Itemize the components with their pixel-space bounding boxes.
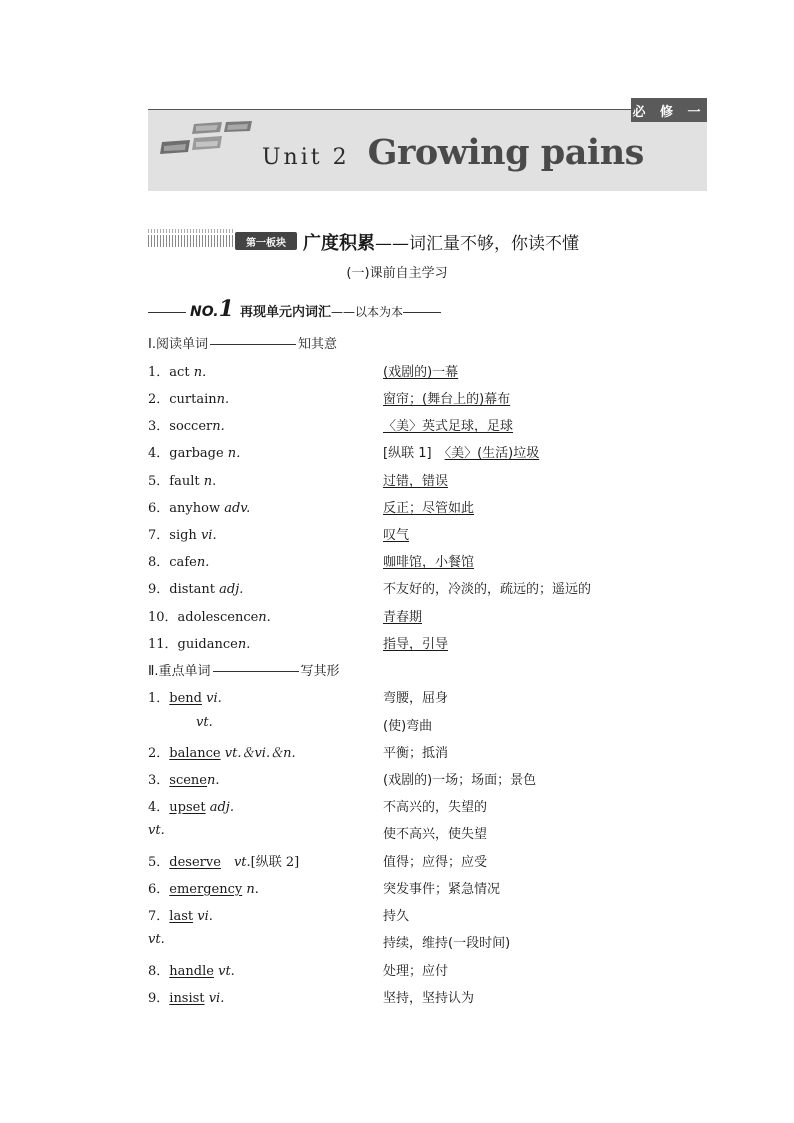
item-meaning: 处理；应付 [383,964,449,979]
item-pos: n. [196,555,210,570]
item-pos: n. [212,419,225,434]
item-num: 5． [148,855,170,870]
part2-header [148,660,707,680]
item-extra: [纵联 2] [250,855,300,870]
hatch-decoration [148,229,234,233]
item-pos: n． [227,446,250,461]
vocab-row [148,823,707,843]
item-word: handle [169,964,214,979]
no-heading [148,296,441,322]
item-pos: vt. [148,932,165,947]
vocab-row [148,442,707,462]
item-meaning: 窗帘；(舞台上的)幕布 [383,392,511,407]
item-meaning: 使不高兴，使失望 [383,827,488,842]
vocab-row [148,633,707,653]
item-meaning: 〈美〉(生活)垃圾 [444,446,540,461]
item-meaning: 弯腰，屈身 [383,691,449,706]
item-num: 9． [148,582,170,597]
landscape-photo-icon [156,120,256,160]
rule-right [403,312,441,313]
vocab-row [148,769,707,789]
item-num: 8． [148,964,170,979]
item-meaning: (使)弯曲 [383,719,433,734]
vocab-row [148,932,707,952]
item-num: 6． [148,501,170,516]
item-num: 4． [148,446,170,461]
vocab-row [148,742,707,762]
item-word: garbage [169,446,224,461]
item-pos: n. [237,637,251,652]
item-num: 1． [148,365,170,380]
item-pos: vi. [206,691,222,706]
item-pos: vt. [196,715,213,730]
item-num: 10． [148,610,178,625]
vocab-row [148,388,707,408]
item-num: 5． [148,474,170,489]
item-word: cafe [169,555,197,570]
item-num: 7． [148,909,170,924]
item-word: bend [169,691,202,706]
item-num: 8． [148,555,170,570]
vocab-row [148,361,707,381]
item-pos: n. [203,474,217,489]
item-word: soccer [169,419,213,434]
item-meaning: (戏剧的)一场；场面；景色 [383,773,537,788]
item-word: last [169,909,194,924]
part1-header [148,333,707,353]
hatch-decoration-lower [148,235,234,247]
vocab-row [148,551,707,571]
item-num: 1． [148,691,170,706]
vocab-row [148,606,707,626]
item-word: act [169,365,190,380]
item-num: 11． [148,637,178,652]
item-num: 7． [148,528,170,543]
unit-title [262,132,644,173]
item-meaning: 持久 [383,909,410,924]
item-meaning: 坚持，坚持认为 [383,991,475,1006]
item-word: insist [169,991,205,1006]
vocab-row [148,878,707,898]
unit-banner [148,104,707,191]
item-word: scene [169,773,207,788]
item-pos: n. [207,773,220,788]
part1-header-right: 知其意 [297,337,337,352]
item-pos: n． [193,365,216,380]
item-word: guidance [177,637,238,652]
rule-left [148,312,186,313]
vocab-row [148,905,707,925]
no-sub: ——以本为本 [330,305,403,319]
block-title-main: 广度积累 [303,233,375,254]
item-pos: vi. [197,909,213,924]
item-pos: vt.＆vi.＆n. [224,746,296,761]
vocab-row [148,415,707,435]
no-label: NO. [190,304,219,320]
vocab-row [148,851,707,871]
part2-dash [213,671,299,672]
block-title [303,229,579,255]
item-pos: n. [216,392,230,407]
item-meaning: 指导，引导 [383,637,449,652]
unit-name: Growing pains [367,132,644,173]
item-meaning: 值得；应得；应受 [383,855,488,870]
item-meaning: 不友好的，冷淡的，疏远的；遥远的 [383,582,592,597]
item-pos: vt. [233,855,251,870]
vocab-row [148,470,707,490]
item-pos: vt. [218,964,235,979]
item-meaning: 突发事件；紧急情况 [383,882,501,897]
item-pos: n. [246,882,259,897]
item-meaning: 持续，维持(一段时间) [383,936,511,951]
item-pos: adv. [224,501,251,516]
item-pos: n. [258,610,271,625]
no-number: 1 [218,296,234,322]
block-tag: 第一板块 [235,232,297,250]
item-meaning: 反正；尽管如此 [383,501,475,516]
item-prefix: [纵联 1] [383,446,432,461]
item-pos: vi. [208,991,225,1006]
item-pos: adj. [219,582,244,597]
vocab-row [148,987,707,1007]
item-word: sigh [169,528,197,543]
item-num: 3． [148,419,170,434]
item-pos: vt. [148,823,165,838]
block-title-sub: ——词汇量不够，你读不懂 [375,234,579,254]
item-num: 2． [148,392,170,407]
item-meaning: 〈美〉英式足球，足球 [383,419,514,434]
item-meaning: 不高兴的，失望的 [383,800,488,815]
vocab-row [148,715,707,735]
part1-dash [210,344,296,345]
vocab-row [148,578,707,598]
item-pos: vi. [200,528,217,543]
item-word: emergency [169,882,243,897]
part2-header-right: 写其形 [300,664,340,679]
vocab-row [148,687,707,707]
item-meaning: 过错，错误 [383,474,449,489]
part2-header-left: Ⅱ.重点单词 [148,664,211,679]
part1-header-left: Ⅰ.阅读单词 [148,337,208,352]
section-heading [148,229,707,255]
vocab-row [148,960,707,980]
item-word: curtain [169,392,217,407]
item-meaning: 叹气 [383,528,410,543]
item-word: deserve [169,855,221,870]
item-meaning: 咖啡馆，小餐馆 [383,555,475,570]
item-pos: adj. [209,800,234,815]
item-meaning: (戏剧的)一幕 [383,365,459,380]
item-meaning: 平衡；抵消 [383,746,449,761]
item-meaning: 青春期 [383,610,423,625]
vocab-row [148,524,707,544]
item-num: 9． [148,991,170,1006]
item-word: upset [169,800,206,815]
no-text: 再现单元内词汇 [239,305,331,320]
item-num: 2． [148,746,170,761]
item-word: distant [169,582,216,597]
item-word: fault [169,474,200,489]
subhead: (一)课前自主学习 [346,266,448,281]
item-num: 4． [148,800,170,815]
unit-label: Unit 2 [262,145,350,170]
item-word: anyhow [169,501,221,516]
item-num: 3． [148,773,170,788]
item-word: balance [169,746,221,761]
volume-tag: 必 修 一 [631,98,707,122]
item-num: 6． [148,882,170,897]
vocab-row [148,497,707,517]
vocab-row [148,796,707,816]
item-word: adolescence [177,610,259,625]
